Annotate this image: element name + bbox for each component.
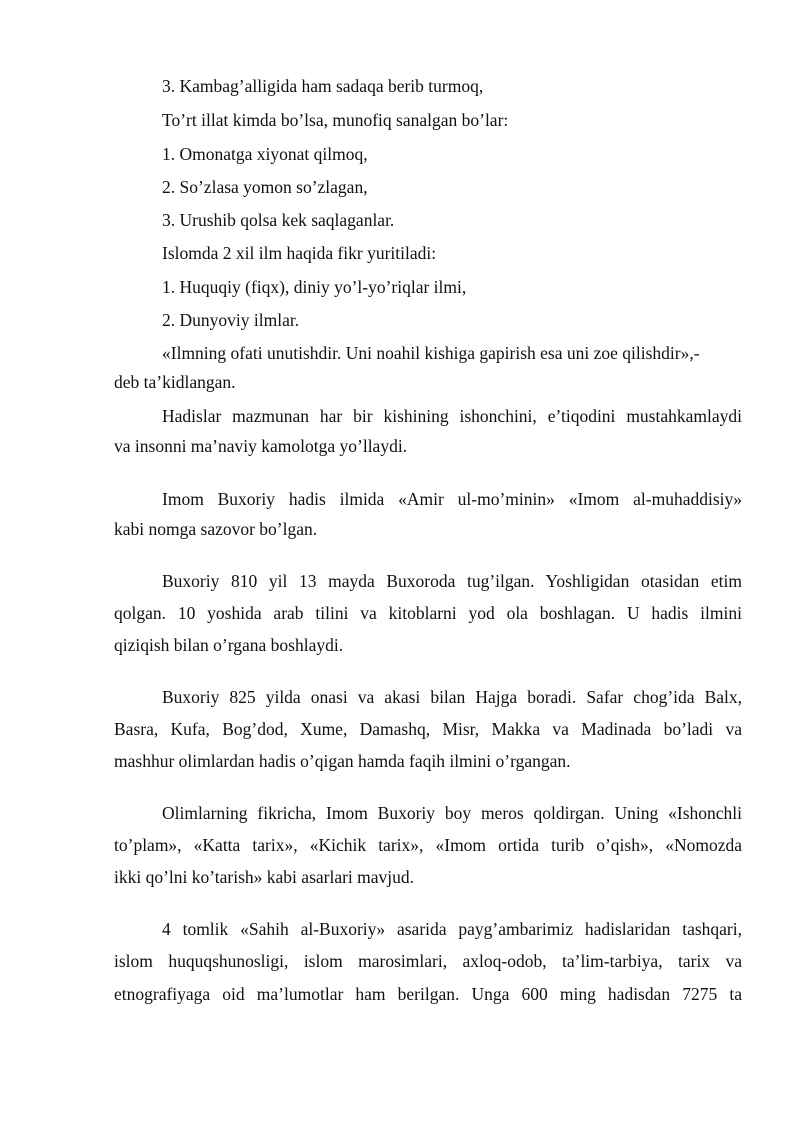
list-item: 2. So’zlasa yomon so’zlagan, — [162, 177, 368, 197]
works-paragraph-line: Olimlarning fikricha, Imom Buxoriy boy meros qoldirgan. Uning «Ishonchli — [162, 803, 742, 823]
works-paragraph-line: to’plam», «Katta tarix», «Kichik tarix», «Imom ortida turib o’qish», «Nomozda — [114, 835, 742, 855]
hajj-paragraph-line: Buxoriy 825 yilda onasi va akasi bilan Hajga boradi. Safar chog’ida Balx, — [162, 687, 742, 707]
hajj-paragraph-line: mashhur olimlardan hadis o’qigan hamda faqih ilmini o’rgangan. — [114, 751, 571, 771]
imom-paragraph-line: Imom Buxoriy hadis ilmida «Amir ul-mo’minin» «Imom al-muhaddisiy» — [162, 489, 742, 509]
sahih-paragraph-line: 4 tomlik «Sahih al-Buxoriy» asarida payg’ambarimiz hadislaridan tashqari, — [162, 919, 742, 939]
quote-paragraph-line: «Ilmning ofati unutishdir. Uni noahil kishiga gapirish esa uni zoe qilishdir»,- — [162, 343, 700, 363]
works-paragraph-line: ikki qo’lni ko’tarish» kabi asarlari mavjud. — [114, 867, 415, 887]
list-item: 1. Huquqiy (fiqx), diniy yo’l-yo’riqlar ilmi, — [162, 277, 467, 297]
hajj-paragraph-line: Basra, Kufa, Bog’dod, Xume, Damashq, Misr, Makka va Madinada bo’ladi va — [114, 719, 742, 739]
sahih-paragraph-line: etnografiyaga oid ma’lumotlar ham berilgan. Unga 600 ming hadisdan 7275 ta — [114, 984, 742, 1004]
list-item: 3. Urushib qolsa kek saqlaganlar. — [162, 210, 395, 230]
imom-paragraph-line: kabi nomga sazovor bo’lgan. — [114, 519, 318, 539]
list-item: 1. Omonatga xiyonat qilmoq, — [162, 144, 368, 164]
born-paragraph-line: qolgan. 10 yoshida arab tilini va kitoblarni yod ola boshlagan. U hadis ilmini — [114, 603, 742, 623]
list-item: To’rt illat kimda bo’lsa, munofiq sanalgan bo’lar: — [162, 110, 509, 130]
sahih-paragraph-line: islom huquqshunosligi, islom marosimlari, axloq-odob, ta’lim-tarbiya, tarix va — [114, 951, 742, 971]
hadis-paragraph-line: va insonni ma’naviy kamolotga yo’llaydi. — [114, 436, 408, 456]
list-item: 3. Kambag’alligida ham sadaqa berib turmoq, — [162, 76, 484, 96]
born-paragraph-line: qiziqish bilan o’rgana boshlaydi. — [114, 635, 344, 655]
hadis-paragraph-line: Hadislar mazmunan har bir kishining ishonchini, e’tiqodini mustahkamlaydi — [162, 406, 742, 426]
list-item: Islomda 2 xil ilm haqida fikr yuritiladi: — [162, 243, 437, 263]
born-paragraph-line: Buxoriy 810 yil 13 mayda Buxoroda tug’ilgan. Yoshligidan otasidan etim — [162, 571, 742, 591]
quote-paragraph-line: deb ta’kidlangan. — [114, 372, 236, 392]
list-item: 2. Dunyoviy ilmlar. — [162, 310, 300, 330]
